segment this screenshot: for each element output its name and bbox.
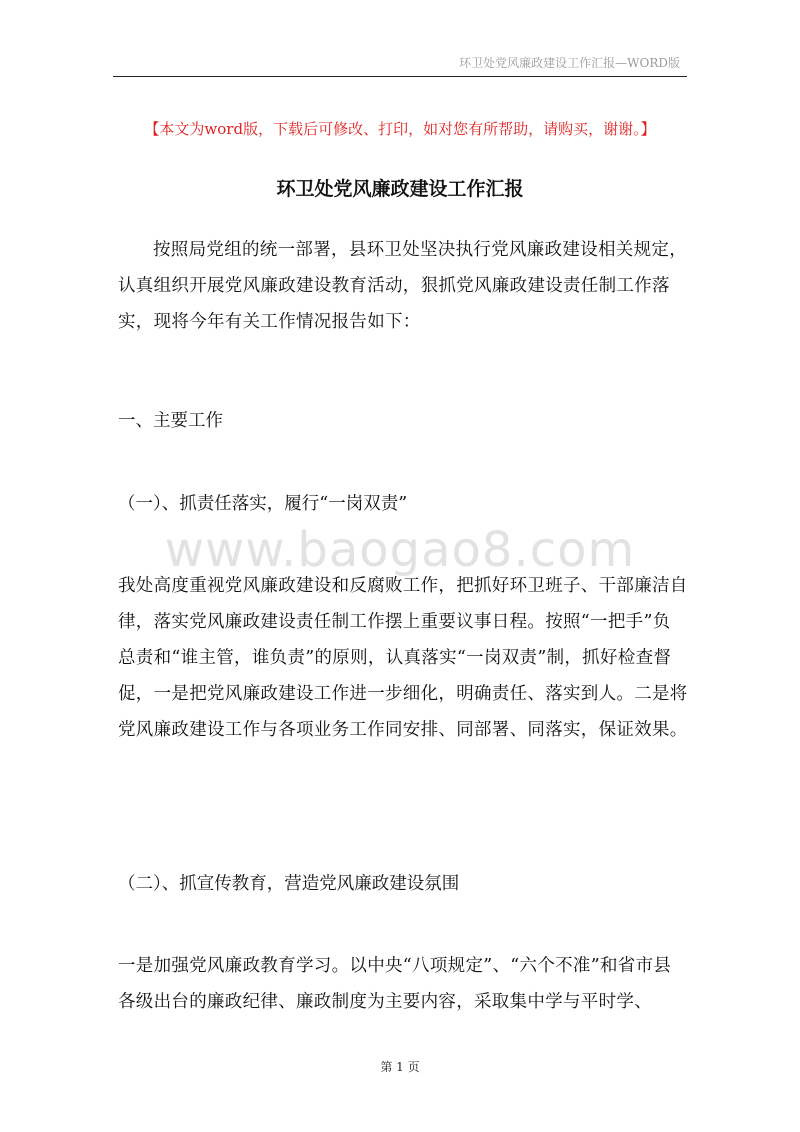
running-header: 环卫处党风廉政建设工作汇报—WORD版 bbox=[459, 56, 680, 70]
education-paragraph: 一是加强党风廉政教育学习。以中央“八项规定”、“六个不准”和省市县各级出台的廉政纪律、廉政制度为主要内容，采取集中学与平时学、 bbox=[118, 956, 672, 1012]
intro-paragraph: 按照局党组的统一部署，县环卫处坚决执行党风廉政建设相关规定，认真组织开展党风廉政建设教育活动，狠抓党风廉政建设责任制工作落实，现将今年有关工作情况报告如下： bbox=[118, 240, 687, 332]
watermark: www.baogao8.com bbox=[164, 522, 636, 578]
download-notice: 【本文为word版，下载后可修改、打印，如对您有所帮助，请购买，谢谢。】 bbox=[144, 120, 656, 138]
responsibility-paragraph: 我处高度重视党风廉政建设和反腐败工作，把抓好环卫班子、干部廉洁自律，落实党风廉政建设责任制工作摆上重要议事日程。按照“一把手”负总责和“谁主管，谁负责”的原则，认真落实“一岗双责”制，抓好检查督促，一是把党风廉政建设工作进一步细化，明确责任、落实到人。二是将党风廉政建设工作与各项业务工作同安排、同部署、同落实，保证效果。 bbox=[118, 576, 688, 740]
document-title: 环卫处党风廉政建设工作汇报 bbox=[276, 178, 524, 200]
header-divider bbox=[113, 76, 687, 77]
page-number: 第 1 页 bbox=[380, 1060, 420, 1074]
subsection-heading-responsibility: （一）、抓责任落实，履行“一岗双责” bbox=[118, 494, 408, 514]
subsection-heading-education: （二）、抓宣传教育，营造党风廉政建设氛围 bbox=[118, 874, 460, 894]
section-heading-main-work: 一、主要工作 bbox=[118, 411, 223, 431]
